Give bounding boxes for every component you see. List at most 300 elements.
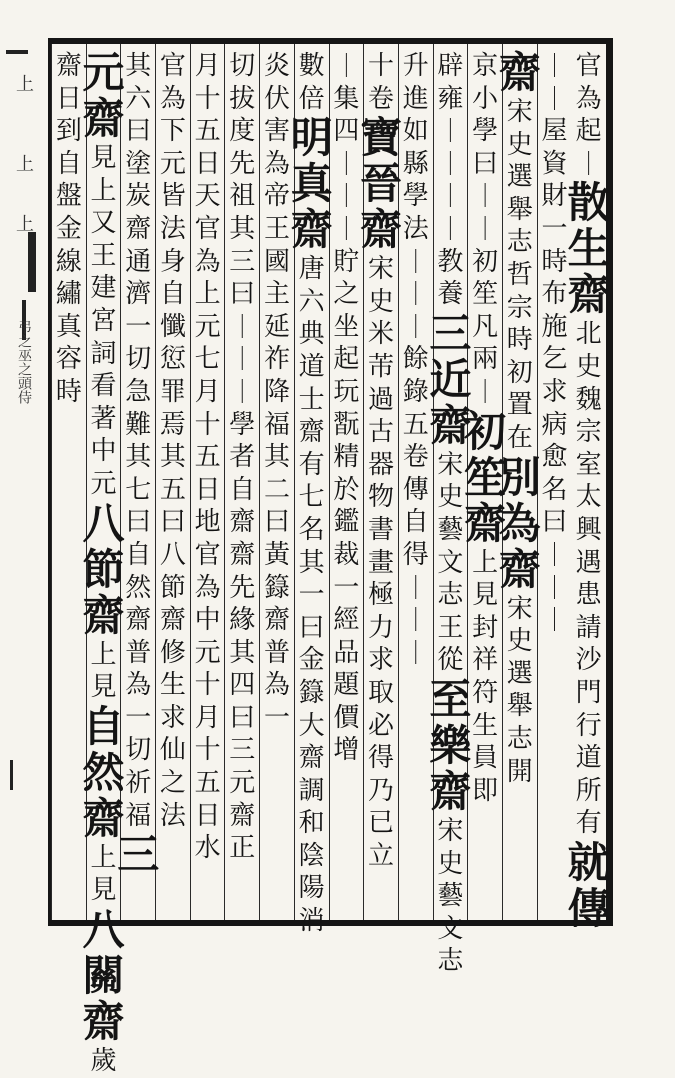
glyph: 五 — [159, 474, 186, 505]
glyph: 自 — [229, 474, 256, 505]
side-fragment: 上 — [16, 74, 34, 95]
glyph: 月 — [194, 51, 221, 81]
glyph: 就 — [567, 837, 610, 887]
glyph: 七 — [125, 474, 152, 505]
text-column — [259, 44, 294, 920]
glyph: 法 — [402, 213, 429, 244]
glyph: 八 — [82, 498, 125, 548]
glyph: 數 — [298, 51, 325, 81]
adjacent-page-strip — [0, 0, 48, 970]
glyph: 其 — [159, 442, 186, 473]
glyph: 祥 — [472, 645, 499, 676]
glyph: ｜ — [230, 312, 255, 341]
glyph: 卷 — [368, 83, 395, 114]
glyph: 陽 — [298, 873, 325, 904]
glyph: 選 — [506, 658, 533, 689]
glyph: 開 — [506, 756, 533, 787]
glyph: 切 — [125, 735, 152, 766]
glyph: 元 — [194, 311, 221, 342]
glyph: 時 — [55, 376, 82, 407]
glyph: ｜ — [403, 638, 428, 667]
glyph: 舉 — [506, 691, 533, 722]
glyph: 齋 — [498, 48, 541, 97]
entry-text — [430, 449, 470, 677]
glyph: 進 — [402, 83, 429, 114]
glyph: 之 — [333, 279, 360, 310]
glyph: 上 — [90, 175, 117, 206]
glyph: 卷 — [402, 442, 429, 473]
text-column — [51, 44, 86, 920]
glyph: ｜ — [334, 182, 359, 211]
glyph: 起 — [575, 116, 602, 147]
glyph: ｜ — [403, 247, 428, 276]
glyph: 道 — [298, 351, 325, 382]
glyph: 選 — [506, 162, 533, 193]
glyph: 史 — [437, 482, 464, 513]
glyph: 消 — [298, 906, 325, 937]
glyph: 自 — [159, 279, 186, 310]
glyph: 興 — [575, 514, 602, 545]
glyph: ｜ — [334, 149, 359, 178]
glyph: 祈 — [125, 768, 152, 799]
entry-text — [361, 50, 401, 115]
glyph: 道 — [575, 743, 602, 774]
glyph: 北 — [575, 319, 602, 350]
glyph: 切 — [229, 51, 256, 81]
glyph: 五 — [194, 116, 221, 147]
glyph: 晉 — [360, 159, 403, 209]
glyph: 懺 — [159, 311, 186, 342]
glyph: 員 — [472, 743, 499, 774]
glyph: 又 — [90, 208, 117, 239]
glyph: 先 — [229, 572, 256, 603]
glyph: 官 — [194, 539, 221, 570]
text-column — [429, 44, 472, 977]
glyph: 笙 — [472, 279, 499, 310]
glyph: 品 — [333, 637, 360, 668]
glyph: 真 — [290, 159, 333, 209]
entry-text — [430, 50, 470, 311]
glyph: 六 — [125, 83, 152, 114]
glyph: 生 — [472, 710, 499, 741]
glyph: 封 — [472, 612, 499, 643]
glyph: 曰 — [125, 507, 152, 538]
glyph: 得 — [368, 743, 395, 774]
glyph: 餘 — [402, 344, 429, 375]
entry-text — [500, 96, 540, 455]
glyph: 繡 — [55, 279, 82, 310]
glyph: 器 — [368, 449, 395, 480]
glyph: 藝 — [437, 514, 464, 545]
glyph: ｜ — [403, 606, 428, 635]
glyph: 齋 — [360, 205, 403, 255]
glyph: ｜ — [438, 149, 463, 178]
glyph: 十 — [368, 51, 395, 81]
glyph: 元 — [194, 637, 221, 668]
glyph: 古 — [368, 417, 395, 448]
glyph: 到 — [55, 116, 82, 147]
glyph: 縣 — [402, 148, 429, 179]
glyph: 十 — [194, 409, 221, 440]
glyph: 為 — [194, 572, 221, 603]
glyph: ｜ — [403, 573, 428, 602]
glyph: 自 — [82, 701, 125, 751]
glyph: 下 — [159, 116, 186, 147]
glyph: 元 — [229, 768, 256, 799]
glyph: 布 — [541, 279, 568, 310]
glyph: 行 — [575, 710, 602, 741]
glyph: 齋 — [498, 544, 541, 594]
glyph: 其 — [229, 213, 256, 244]
glyph: 太 — [575, 482, 602, 513]
glyph: 真 — [55, 311, 82, 342]
glyph: 然 — [82, 747, 125, 797]
glyph: 齋 — [298, 417, 325, 448]
glyph: 上 — [90, 639, 117, 670]
glyph: 五 — [194, 442, 221, 473]
glyph: 仙 — [159, 735, 186, 766]
glyph: 元 — [82, 48, 125, 97]
glyph: 帝 — [263, 181, 290, 212]
glyph: 題 — [333, 670, 360, 701]
glyph: ｜ — [576, 149, 601, 178]
glyph: 六 — [298, 286, 325, 317]
glyph: 福 — [263, 409, 290, 440]
glyph: 唐 — [298, 254, 325, 285]
glyph: 史 — [575, 351, 602, 382]
glyph: 元 — [159, 148, 186, 179]
glyph: 看 — [90, 371, 117, 402]
entry-text — [84, 142, 124, 501]
glyph: 史 — [506, 626, 533, 657]
glyph: 其 — [263, 442, 290, 473]
entry-text — [153, 50, 193, 832]
glyph: 主 — [263, 279, 290, 310]
glyph: ｜ — [403, 280, 428, 309]
glyph: 普 — [125, 637, 152, 668]
glyph: 福 — [125, 800, 152, 831]
glyph: 齋 — [290, 205, 333, 255]
glyph: 和 — [298, 808, 325, 839]
glyph: 十 — [194, 83, 221, 114]
glyph: 施 — [541, 311, 568, 342]
glyph: 升 — [402, 51, 429, 81]
glyph: 四 — [333, 116, 360, 147]
glyph: 國 — [263, 246, 290, 277]
text-frame — [48, 38, 613, 1076]
glyph: 生 — [159, 670, 186, 701]
entry-text — [49, 50, 89, 376]
glyph: 即 — [472, 775, 499, 806]
glyph: 通 — [125, 246, 152, 277]
glyph: 齋 — [229, 800, 256, 831]
glyph: 雍 — [437, 83, 464, 114]
glyph: 籙 — [298, 677, 325, 708]
glyph: 已 — [368, 808, 395, 839]
glyph: 為 — [125, 670, 152, 701]
side-fragment: 上 — [16, 154, 34, 175]
glyph: 價 — [333, 702, 360, 733]
glyph: 散 — [567, 178, 610, 228]
glyph: 精 — [333, 442, 360, 473]
glyph: 金 — [298, 645, 325, 676]
glyph: 遇 — [575, 547, 602, 578]
glyph: 門 — [575, 677, 602, 708]
text-column — [190, 44, 225, 920]
text-column — [155, 44, 190, 920]
glyph: 傳 — [402, 474, 429, 505]
text-column — [82, 44, 125, 1076]
glyph: 財 — [541, 181, 568, 212]
glyph: 節 — [159, 572, 186, 603]
glyph: 學 — [229, 409, 256, 440]
glyph: 皆 — [159, 181, 186, 212]
glyph: 時 — [506, 325, 533, 356]
glyph: 官 — [575, 51, 602, 81]
glyph: 宗 — [506, 292, 533, 323]
glyph: 有 — [575, 808, 602, 839]
text-column — [360, 44, 403, 920]
side-fragment: 弔之巫之頭侍 — [16, 320, 32, 404]
glyph: 辟 — [437, 51, 464, 81]
glyph: 齋 — [82, 94, 125, 143]
glyph: 為 — [263, 148, 290, 179]
glyph: 屋 — [541, 116, 568, 147]
glyph: 祖 — [229, 181, 256, 212]
glyph: 資 — [541, 148, 568, 179]
glyph: 官 — [194, 213, 221, 244]
glyph: 樂 — [429, 720, 472, 770]
entry-text — [84, 1045, 124, 1078]
glyph: 詞 — [90, 338, 117, 369]
glyph: ｜ — [473, 377, 498, 406]
glyph: 芾 — [368, 351, 395, 382]
glyph: ｜ — [438, 117, 463, 146]
glyph: 拔 — [229, 83, 256, 114]
glyph: 愈 — [541, 442, 568, 473]
glyph: 三 — [117, 830, 160, 880]
glyph: 兩 — [472, 344, 499, 375]
glyph: 盤 — [55, 181, 82, 212]
glyph: 一 — [263, 702, 290, 733]
entry-text — [500, 593, 540, 789]
entry-text — [569, 318, 609, 840]
glyph: 宮 — [90, 305, 117, 336]
glyph: 舉 — [506, 194, 533, 225]
glyph: 經 — [333, 605, 360, 636]
glyph: 普 — [263, 637, 290, 668]
glyph: 見 — [472, 580, 499, 611]
entry-heading — [78, 904, 130, 1046]
glyph: 請 — [575, 612, 602, 643]
glyph: ｜ — [473, 214, 498, 243]
glyph: 為 — [263, 670, 290, 701]
glyph: 時 — [541, 246, 568, 277]
glyph: 上 — [194, 279, 221, 310]
side-fragment: 上 — [16, 214, 34, 235]
glyph: 沙 — [575, 645, 602, 676]
glyph: 寶 — [360, 113, 403, 163]
glyph: ｜ — [438, 182, 463, 211]
glyph: 陰 — [298, 840, 325, 871]
glyph: 延 — [263, 311, 290, 342]
glyph: 乃 — [368, 775, 395, 806]
glyph: 乞 — [541, 344, 568, 375]
glyph: 凡 — [472, 311, 499, 342]
glyph: 十 — [194, 735, 221, 766]
glyph: 調 — [298, 775, 325, 806]
glyph: 其 — [298, 547, 325, 578]
glyph: ｜ — [542, 52, 567, 80]
glyph: 齋 — [229, 507, 256, 538]
glyph: 齋 — [229, 539, 256, 570]
glyph: 大 — [298, 710, 325, 741]
glyph: 齋 — [298, 743, 325, 774]
glyph: 求 — [368, 645, 395, 676]
glyph: 自 — [402, 507, 429, 538]
glyph: 所 — [575, 775, 602, 806]
glyph: 宋 — [437, 449, 464, 480]
glyph: 宋 — [506, 593, 533, 624]
glyph: 降 — [263, 376, 290, 407]
glyph: 一 — [541, 213, 568, 244]
glyph: 愆 — [159, 344, 186, 375]
entry-text — [292, 50, 332, 115]
glyph: ｜ — [542, 540, 567, 569]
glyph: 元 — [90, 468, 117, 499]
glyph: 金 — [55, 213, 82, 244]
glyph: 得 — [402, 539, 429, 570]
glyph: 日 — [55, 83, 82, 114]
glyph: 身 — [159, 246, 186, 277]
glyph: 害 — [263, 116, 290, 147]
glyph: 京 — [472, 51, 499, 81]
entry-text — [257, 50, 297, 734]
glyph: 度 — [229, 116, 256, 147]
glyph: 傳 — [567, 883, 610, 933]
glyph: 取 — [368, 677, 395, 708]
entry-text — [465, 547, 505, 612]
glyph: 容 — [55, 344, 82, 375]
entry-text — [222, 50, 262, 865]
glyph: 玩 — [333, 376, 360, 407]
glyph: 七 — [194, 344, 221, 375]
glyph: 著 — [90, 403, 117, 434]
glyph: ｜ — [438, 214, 463, 243]
glyph: 生 — [567, 224, 610, 274]
glyph: 上 — [472, 547, 499, 578]
glyph: 其 — [229, 637, 256, 668]
glyph: 齋 — [82, 793, 125, 843]
glyph: 曰 — [125, 116, 152, 147]
glyph: 地 — [194, 507, 221, 538]
text-column — [224, 44, 259, 920]
glyph: 炎 — [263, 51, 290, 81]
entry-text — [188, 50, 228, 865]
text-column — [567, 44, 610, 933]
glyph: 極 — [368, 580, 395, 611]
glyph: 宋 — [437, 815, 464, 846]
glyph: 求 — [541, 376, 568, 407]
glyph: 其 — [125, 51, 152, 81]
glyph: 病 — [541, 409, 568, 440]
glyph: 日 — [194, 474, 221, 505]
glyph: 士 — [298, 384, 325, 415]
glyph: 物 — [368, 482, 395, 513]
glyph: 別 — [498, 452, 541, 502]
text-column — [290, 44, 333, 937]
entry-text — [396, 474, 436, 670]
glyph: 日 — [194, 148, 221, 179]
glyph: 齋 — [55, 51, 82, 81]
entry-text — [396, 246, 436, 474]
glyph: 名 — [298, 514, 325, 545]
glyph: 為 — [159, 83, 186, 114]
glyph: 至 — [429, 674, 472, 724]
glyph: 宋 — [506, 97, 533, 127]
glyph: 月 — [194, 702, 221, 733]
glyph: 宗 — [575, 417, 602, 448]
glyph: 中 — [194, 605, 221, 636]
glyph: ｜ — [542, 84, 567, 113]
glyph: 史 — [506, 129, 533, 160]
glyph: 七 — [298, 482, 325, 513]
glyph: 文 — [437, 913, 464, 944]
glyph: 史 — [368, 286, 395, 317]
glyph: 為 — [498, 498, 541, 548]
glyph: 月 — [194, 376, 221, 407]
glyph: 藝 — [437, 881, 464, 912]
entry-text — [49, 376, 89, 409]
glyph: 塗 — [125, 148, 152, 179]
glyph: 在 — [506, 422, 533, 453]
glyph: 其 — [125, 442, 152, 473]
glyph: 正 — [229, 833, 256, 864]
glyph: 者 — [229, 442, 256, 473]
glyph: 室 — [575, 449, 602, 480]
glyph: 曰 — [298, 612, 325, 643]
glyph: 五 — [194, 768, 221, 799]
glyph: 籙 — [263, 572, 290, 603]
glyph: 學 — [472, 116, 499, 147]
glyph: 書 — [368, 514, 395, 545]
glyph: 十 — [194, 670, 221, 701]
glyph: ｜ — [542, 573, 567, 602]
glyph: 齋 — [159, 605, 186, 636]
glyph: 一 — [125, 311, 152, 342]
glyph: 齋 — [82, 996, 125, 1046]
glyph: 教 — [437, 246, 464, 277]
glyph: 自 — [55, 148, 82, 179]
glyph: 中 — [90, 436, 117, 467]
entry-text — [361, 253, 401, 872]
glyph: 鑑 — [333, 507, 360, 538]
glyph: 如 — [402, 116, 429, 147]
glyph: 明 — [290, 113, 333, 163]
glyph: 齋 — [464, 498, 507, 548]
glyph: ｜ — [230, 377, 255, 406]
glyph: 祚 — [263, 344, 290, 375]
glyph: 切 — [125, 344, 152, 375]
glyph: 八 — [82, 904, 125, 954]
glyph: 節 — [82, 544, 125, 594]
glyph: 天 — [194, 181, 221, 212]
glyph: 關 — [82, 950, 125, 1000]
glyph: 上 — [90, 842, 117, 873]
glyph: 史 — [437, 848, 464, 879]
glyph: 八 — [159, 539, 186, 570]
glyph: 齋 — [567, 270, 610, 320]
